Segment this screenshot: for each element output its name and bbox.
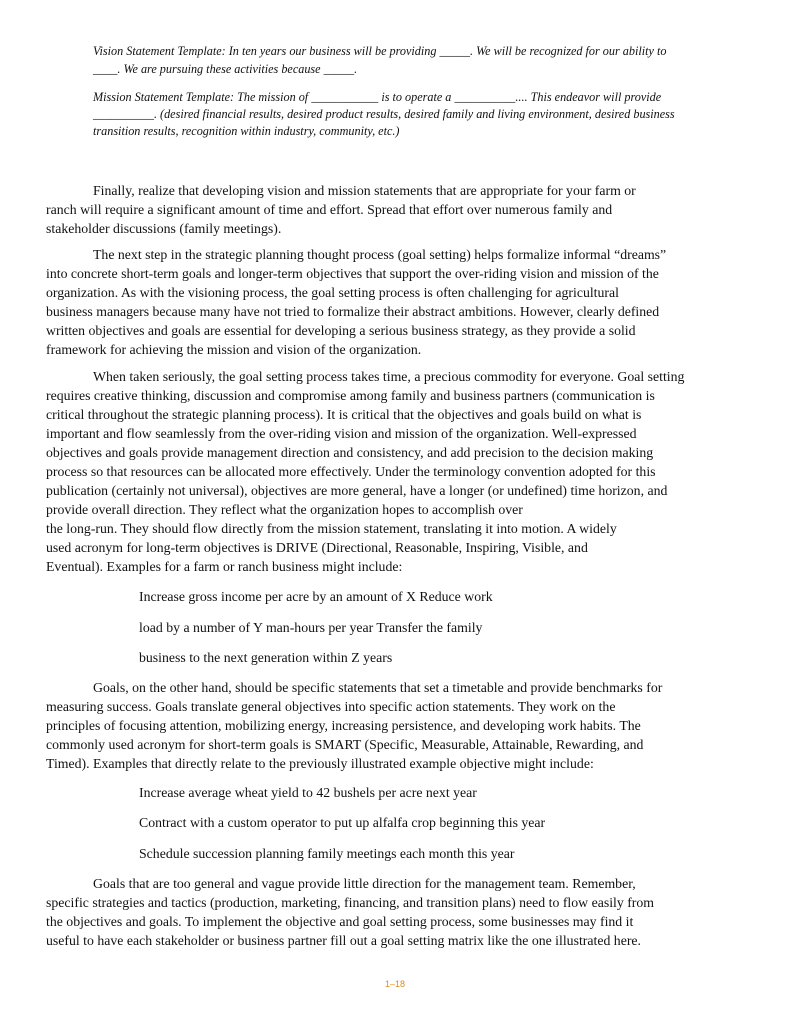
objective-item: Increase gross income per acre by an amount of X Reduce work [139, 589, 493, 604]
paragraph-line: useful to have each stakeholder or business partner fill out a goal setting matrix like the one illustrated here. [46, 933, 641, 948]
mission-template-line-2: __________. (desired financial results, desired product results, desired family and living environment, desired business [93, 107, 675, 121]
objective-item: load by a number of Y man-hours per year Transfer the family [139, 620, 483, 635]
paragraph-line: The next step in the strategic planning thought process (goal setting) helps formalize informal “dreams” [93, 247, 667, 262]
paragraph-line: into concrete short-term goals and longer-term objectives that support the over-riding vision and mission of the [46, 266, 659, 281]
paragraph-line: process so that resources can be allocated more effectively. Under the terminology convention adopted for this [46, 464, 656, 479]
paragraph-line: business managers because many have not tried to formalize their abstract ambitions. However, clearly defined [46, 304, 660, 319]
paragraph-line: Eventual). Examples for a farm or ranch business might include: [46, 559, 403, 574]
paragraph-line: Finally, realize that developing vision and mission statements that are appropriate for your farm or [93, 183, 636, 198]
page-number: 1–18 [384, 979, 406, 989]
paragraph-line: provide overall direction. They reflect what the organization hopes to accomplish over [46, 502, 523, 517]
paragraph-line: important and flow seamlessly from the over-riding vision and mission of the organization. Well-expressed [46, 426, 637, 441]
paragraph-line: used acronym for long-term objectives is DRIVE (Directional, Reasonable, Inspiring, Visible, and [46, 540, 588, 555]
paragraph-line: organization. As with the visioning process, the goal setting process is often challenging for agricultural [46, 285, 619, 300]
paragraph-line: specific strategies and tactics (production, marketing, financing, and transition plans) need to flow easily from [46, 895, 655, 910]
paragraph-line: framework for achieving the mission and vision of the organization. [46, 342, 422, 357]
paragraph-line: principles of focusing attention, mobilizing energy, increasing persistence, and developing work habits. The [46, 718, 641, 733]
paragraph-line: Goals, on the other hand, should be specific statements that set a timetable and provide benchmarks for [93, 680, 663, 695]
paragraph-line: Goals that are too general and vague provide little direction for the management team. Remember, [93, 876, 636, 891]
paragraph-line: When taken seriously, the goal setting process takes time, a precious commodity for everyone. Goal setting [93, 369, 685, 384]
paragraph-line: the long-run. They should flow directly from the mission statement, translating it into motion. A widely [46, 521, 617, 536]
mission-template-line-1: Mission Statement Template: The mission of ___________ is to operate a __________.... This endeavor will provide [93, 90, 662, 104]
paragraph-line: commonly used acronym for short-term goals is SMART (Specific, Measurable, Attainable, Rewarding, and [46, 737, 644, 752]
paragraph-line: written objectives and goals are essential for developing a serious business strategy, as they provide a solid [46, 323, 636, 338]
objective-item: business to the next generation within Z years [139, 650, 393, 665]
paragraph-line: the objectives and goals. To implement the objective and goal setting process, some businesses may find it [46, 914, 634, 929]
goal-item: Increase average wheat yield to 42 bushels per acre next year [139, 785, 477, 800]
paragraph-line: measuring success. Goals translate general objectives into specific action statements. They work on the [46, 699, 616, 714]
vision-template-line-2: ____. We are pursuing these activities because _____. [93, 62, 358, 76]
paragraph-line: publication (certainly not universal), objectives are more general, have a longer (or undefined) time horizon, and [46, 483, 668, 498]
vision-template-line-1: Vision Statement Template: In ten years our business will be providing _____. We will be recognized for our ability to [93, 44, 667, 58]
paragraph-line: ranch will require a significant amount of time and effort. Spread that effort over numerous family and [46, 202, 613, 217]
mission-template-line-3: transition results, recognition within industry, community, etc.) [93, 124, 400, 138]
goal-item: Schedule succession planning family meetings each month this year [139, 846, 515, 861]
paragraph-line: Timed). Examples that directly relate to the previously illustrated example objective might include: [46, 756, 594, 771]
paragraph-line: critical throughout the strategic planning process). It is critical that the objectives and goals build on what is [46, 407, 642, 422]
paragraph-line: objectives and goals provide management direction and consistency, and add precision to the decision making [46, 445, 654, 460]
goal-item: Contract with a custom operator to put up alfalfa crop beginning this year [139, 815, 546, 830]
paragraph-line: stakeholder discussions (family meetings). [46, 221, 282, 236]
paragraph-line: requires creative thinking, discussion and compromise among family and business partners (communication is [46, 388, 655, 403]
